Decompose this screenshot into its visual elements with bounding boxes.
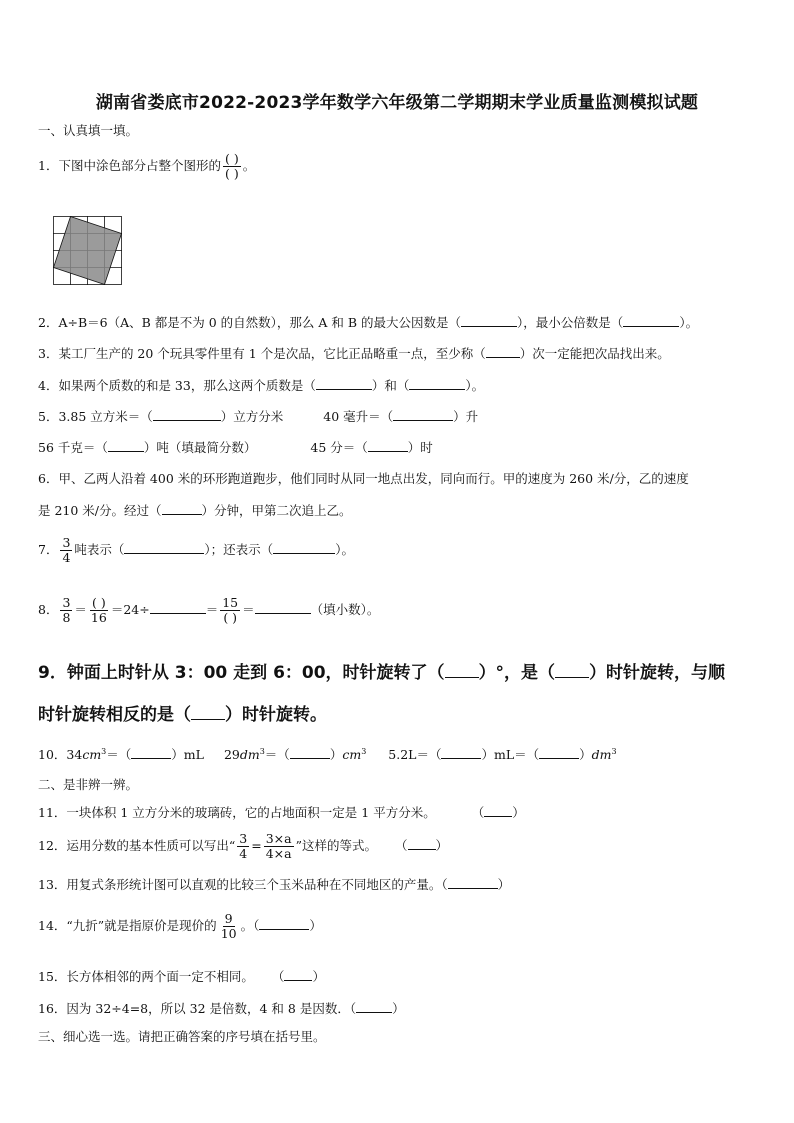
q8-fraction-2-numerator[interactable]: ( ) xyxy=(92,595,106,610)
grid-figure xyxy=(53,216,123,286)
q7-blank-1[interactable] xyxy=(124,541,204,554)
q9-blank-opposite[interactable] xyxy=(191,707,225,720)
question-3 xyxy=(38,344,670,362)
q8-tail: （填小数）。 xyxy=(310,601,380,617)
q8-blank-divisor[interactable] xyxy=(150,601,206,614)
q12-answer-blank[interactable] xyxy=(408,837,436,850)
q14-close: ） xyxy=(309,917,322,933)
q7-text-a: 吨表示（ xyxy=(74,541,125,557)
q1-fraction xyxy=(223,152,241,181)
q8-blank-decimal[interactable] xyxy=(255,601,311,614)
q9-text-e: ）时针旋转。 xyxy=(225,705,327,725)
section-3-heading: 三、细心选一选。请把正确答案的序号填在括号里。 xyxy=(38,1029,326,1044)
q8-fraction-2 xyxy=(89,596,109,625)
q10-text-c: ）mL xyxy=(171,747,204,762)
q5a-blank-1[interactable] xyxy=(153,408,221,421)
q10-sup-1: 3 xyxy=(101,746,107,756)
q10-blank-4[interactable] xyxy=(539,746,579,759)
q10-text-i: ） xyxy=(579,747,592,762)
q2-blank-lcm[interactable] xyxy=(623,314,679,327)
question-6-line-2 xyxy=(38,501,352,519)
q13-answer-blank[interactable] xyxy=(448,876,498,889)
q1-fraction-denominator[interactable]: ( ) xyxy=(224,165,239,181)
section-1-heading: 一、认真填一填。 xyxy=(38,123,139,138)
question-1 xyxy=(38,152,255,181)
q9-text-c: ）时针旋转，与顺 xyxy=(589,663,726,683)
q16-text: 16．因为 32÷4=8，所以 32 是倍数，4 和 8 是因数．（ xyxy=(38,1001,357,1016)
question-9-line-1 xyxy=(38,658,725,683)
q6-text-a: 是 210 米/分。经过（ xyxy=(38,503,162,518)
q8-fraction-2-denominator: 16 xyxy=(90,609,107,625)
question-4 xyxy=(38,376,484,394)
q12-close: ） xyxy=(435,837,449,853)
q10-text-d: 29 xyxy=(223,747,240,762)
question-2 xyxy=(38,313,698,331)
q5b-blank-1[interactable] xyxy=(108,439,144,452)
q5b-text-b: ）吨（填最简分数） xyxy=(143,440,257,455)
q11-open: （ xyxy=(471,805,485,820)
q9-text-d: 时针旋转相反的是（ xyxy=(38,705,191,725)
q12-equals: = xyxy=(251,837,262,853)
q15-answer-blank[interactable] xyxy=(284,968,312,981)
q9-text-b: ）°，是（ xyxy=(478,663,556,683)
q7-fraction-numerator: 3 xyxy=(62,535,71,550)
q5a-text-c: 40 毫升＝（ xyxy=(323,409,394,424)
q8-division: ＝24÷ xyxy=(110,601,150,617)
q16-close: ） xyxy=(392,1001,405,1016)
q12-text-a: 12．运用分数的基本性质可以写出“ xyxy=(38,837,236,853)
q7-blank-2[interactable] xyxy=(273,541,335,554)
q10-text-f: ） xyxy=(329,747,343,762)
q5a-text-a: 5．3.85 立方米＝（ xyxy=(38,409,153,424)
q1-end: 。 xyxy=(242,157,256,173)
question-11 xyxy=(38,803,525,821)
question-8 xyxy=(38,596,379,625)
q8-equals-1: ＝ xyxy=(74,601,87,617)
q6-text-b: ）分钟，甲第二次追上乙。 xyxy=(201,503,352,518)
q14-fraction-numerator: 9 xyxy=(224,911,233,926)
q12-text-b: ”这样的等式。 xyxy=(295,837,378,853)
q8-fraction-1-denominator: 8 xyxy=(62,609,71,625)
q4-text-b: ）和（ xyxy=(371,378,410,393)
q11-close: ） xyxy=(512,805,525,820)
q1-text: 1．下图中涂色部分占整个图形的 xyxy=(38,157,221,173)
q14-fraction xyxy=(219,912,239,941)
q10-unit-1: cm xyxy=(82,747,102,762)
q5b-text-d: ）时 xyxy=(407,440,433,455)
q10-text-h: ）mL＝（ xyxy=(481,747,540,762)
q12-fraction-1-numerator: 3 xyxy=(239,831,248,846)
q10-unit-2: dm xyxy=(239,747,260,762)
q8-equals-2: ＝ xyxy=(205,601,219,617)
q12-fraction-2 xyxy=(264,832,294,861)
q10-sup-3: 3 xyxy=(361,746,367,756)
q2-text-a: 2．A÷B＝6（A、B 都是不为 0 的自然数），那么 A 和 B 的最大公因数是（ xyxy=(38,315,462,330)
q10-sup-4: 3 xyxy=(611,746,617,756)
q10-unit-3: cm xyxy=(342,747,362,762)
q9-blank-degree[interactable] xyxy=(445,665,479,678)
q4-text-c: ）。 xyxy=(465,378,485,393)
q8-fraction-3 xyxy=(220,596,240,625)
question-9-line-2 xyxy=(38,700,327,725)
q5b-text-a: 56 千克＝（ xyxy=(38,440,108,455)
q14-text: 14．“九折”就是指原价是现价的 xyxy=(38,917,217,933)
page-title: 湖南省娄底市2022-2023学年数学六年级第二学期期末学业质量监测模拟试题 xyxy=(95,93,699,113)
q6-blank[interactable] xyxy=(162,502,202,515)
q10-blank-1[interactable] xyxy=(131,746,171,759)
q13-close: ） xyxy=(497,877,511,892)
q8-equals-3: ＝ xyxy=(242,601,255,617)
question-5-line-2 xyxy=(38,438,433,456)
q2-text-b: ），最小公倍数是（ xyxy=(517,315,624,330)
q8-fraction-3-denominator[interactable]: ( ) xyxy=(223,609,238,625)
q7-text-c: ）。 xyxy=(335,541,354,557)
q3-text-b: ）次一定能把次品找出来。 xyxy=(519,346,670,361)
q10-blank-3[interactable] xyxy=(441,746,481,759)
q10-text-e: ＝（ xyxy=(264,747,290,762)
q12-fraction-1-denominator: 4 xyxy=(239,845,248,861)
q3-blank[interactable] xyxy=(486,345,520,358)
q12-fraction-1 xyxy=(237,832,249,861)
question-12 xyxy=(38,832,448,861)
q12-open: （ xyxy=(395,837,408,853)
question-13 xyxy=(38,875,510,893)
q14-open: 。（ xyxy=(240,917,260,933)
question-15 xyxy=(38,967,325,985)
q10-blank-2[interactable] xyxy=(290,746,330,759)
q8-number: 8． xyxy=(38,601,59,617)
q4-blank-1[interactable] xyxy=(316,377,372,390)
q13-text: 13．用复式条形统计图可以直观的比较三个玉米品种在不同地区的产量。（ xyxy=(38,877,448,892)
q7-fraction-denominator: 4 xyxy=(62,549,71,565)
q12-fraction-2-denominator: 4×a xyxy=(265,845,292,861)
q10-unit-4: dm xyxy=(591,747,612,762)
q8-fraction-1 xyxy=(60,596,72,625)
q15-open: （ xyxy=(271,969,285,984)
section-2-heading: 二、是非辨一辨。 xyxy=(38,777,139,792)
q10-text-g: 5.2L＝（ xyxy=(388,747,442,762)
q5a-text-d: ）升 xyxy=(453,409,479,424)
q1-fraction-numerator[interactable]: ( ) xyxy=(224,151,239,166)
q5a-text-b: ）立方分米 xyxy=(220,409,284,424)
q7-number: 7． xyxy=(38,541,59,557)
q14-answer-blank[interactable] xyxy=(259,917,309,930)
q12-fraction-2-numerator: 3×a xyxy=(265,831,292,846)
q16-answer-blank[interactable] xyxy=(356,1000,392,1013)
question-10 xyxy=(38,745,617,763)
q8-fraction-3-numerator: 15 xyxy=(222,595,239,610)
q7-text-b: ）；还表示（ xyxy=(204,541,274,557)
question-7 xyxy=(38,536,354,565)
q3-text-a: 3．某工厂生产的 20 个玩具零件里有 1 个是次品，它比正品略重一点，至少称（ xyxy=(38,346,486,361)
q5b-blank-2[interactable] xyxy=(368,439,408,452)
q9-blank-direction[interactable] xyxy=(555,665,589,678)
q4-blank-2[interactable] xyxy=(409,377,465,390)
question-5-line-1 xyxy=(38,407,478,425)
q5a-blank-2[interactable] xyxy=(393,408,453,421)
question-14 xyxy=(38,912,322,941)
q11-answer-blank[interactable] xyxy=(484,804,512,817)
q8-fraction-1-numerator: 3 xyxy=(62,595,71,610)
q10-sup-2: 3 xyxy=(259,746,265,756)
shaded-square xyxy=(54,217,122,285)
q2-blank-gcd[interactable] xyxy=(461,314,517,327)
q7-fraction xyxy=(60,536,72,565)
q10-text-b: ＝（ xyxy=(106,747,132,762)
q9-text-a: 9．钟面上时针从 3：00 走到 6：00，时针旋转了（ xyxy=(38,663,445,683)
q11-text: 11．一块体积 1 立方分米的玻璃砖，它的占地面积一定是 1 平方分米。 xyxy=(38,805,436,820)
q15-close: ） xyxy=(312,969,325,984)
q2-text-c: ）。 xyxy=(679,315,699,330)
question-6-line-1: 6．甲、乙两人沿着 400 米的环形跑道跑步，他们同时从同一地点出发，同向而行。甲的速度为 260 米/分，乙的速度 xyxy=(38,471,689,486)
q14-fraction-denominator: 10 xyxy=(220,925,237,941)
q15-text: 15．长方体相邻的两个面一定不相同。 xyxy=(38,969,254,984)
question-16 xyxy=(38,999,405,1017)
q10-text-a: 10．34 xyxy=(38,747,83,762)
q5b-text-c: 45 分＝（ xyxy=(310,440,368,455)
q4-text-a: 4．如果两个质数的和是 33，那么这两个质数是（ xyxy=(38,378,316,393)
